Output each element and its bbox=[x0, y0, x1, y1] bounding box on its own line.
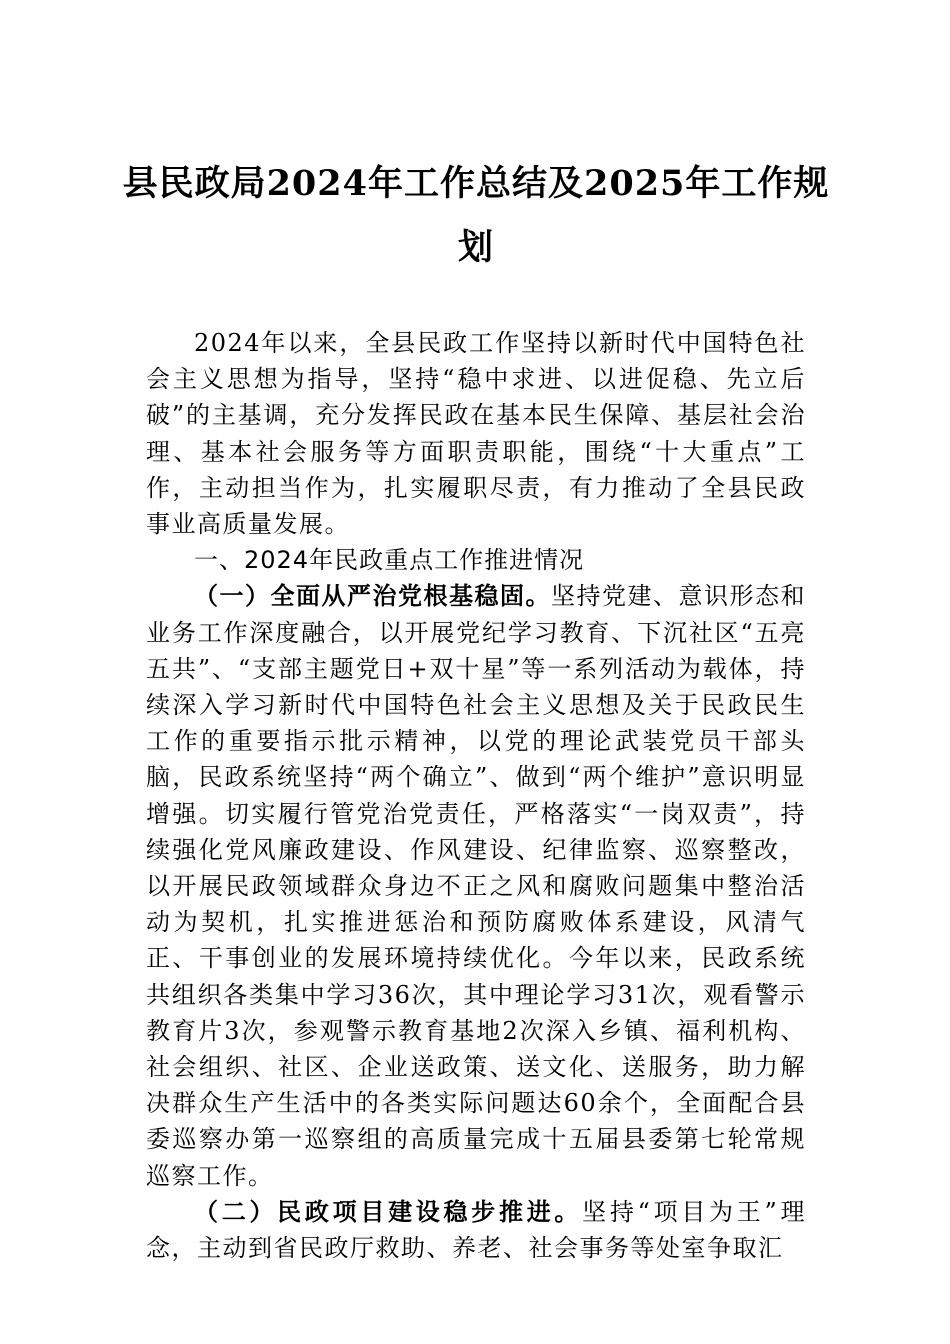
item-1-body: 坚持党建、意识形态和业务工作深度融合，以开展党纪学习教育、下沉社区“五亮五共”、“支部主题党日+双十星”等一系列活动为载体，持续深入学习新时代中国特色社会主义思想及关于民政民生工作的重要指示批示精神，以党的理论武装党员干部头脑，民政系统坚持“两个确立”、做到“两个维护”意识明显增强。切实履行管党治党责任，严格落实“一岗双责”，持续强化党风廉政建设、作风建设、纪律监察、巡察整改，以开展民政领域群众身边不正之风和腐败问题集中整治活动为契机，扎实推进惩治和预防腐败体系建设，风清气正、干事创业的发展环境持续优化。今年以来，民政系统共组织各类集中学习36次，其中理论学习31次，观看警示教育片3次，参观警示教育基地2次深入乡镇、福利机构、社会组织、社区、企业送政策、送文化、送服务，助力解决群众生产生活中的各类实际问题达60余个，全面配合县委巡察办第一巡察组的高质量完成十五届县委第七轮常规巡察工作。 bbox=[146, 582, 806, 1190]
item-2-paragraph bbox=[146, 1194, 806, 1266]
item-1-paragraph bbox=[146, 578, 806, 1193]
document-title: 县民政局2024年工作总结及2025年工作规划 bbox=[122, 163, 830, 268]
item-2-body: 坚持“项目为王”理念，主动到省民政厅救助、养老、社会事务等处室争取汇 bbox=[146, 1197, 806, 1263]
item-1-lead: （一）全面从严治党根基稳固。 bbox=[194, 581, 551, 611]
document-body bbox=[146, 325, 806, 1266]
item-2-lead: （二）民政项目建设稳步推进。 bbox=[194, 1196, 583, 1226]
section-heading: 一、2024年民政重点工作推进情况 bbox=[194, 546, 585, 575]
intro-paragraph: 2024年以来，全县民政工作坚持以新时代中国特色社会主义思想为指导，坚持“稳中求进、以进促稳、先立后破”的主基调，充分发挥民政在基本民生保障、基层社会治理、基本社会服务等方面职责职能，围绕“十大重点”工作，主动担当作为，扎实履职尽责，有力推动了全县民政事业高质量发展。 bbox=[146, 329, 806, 539]
